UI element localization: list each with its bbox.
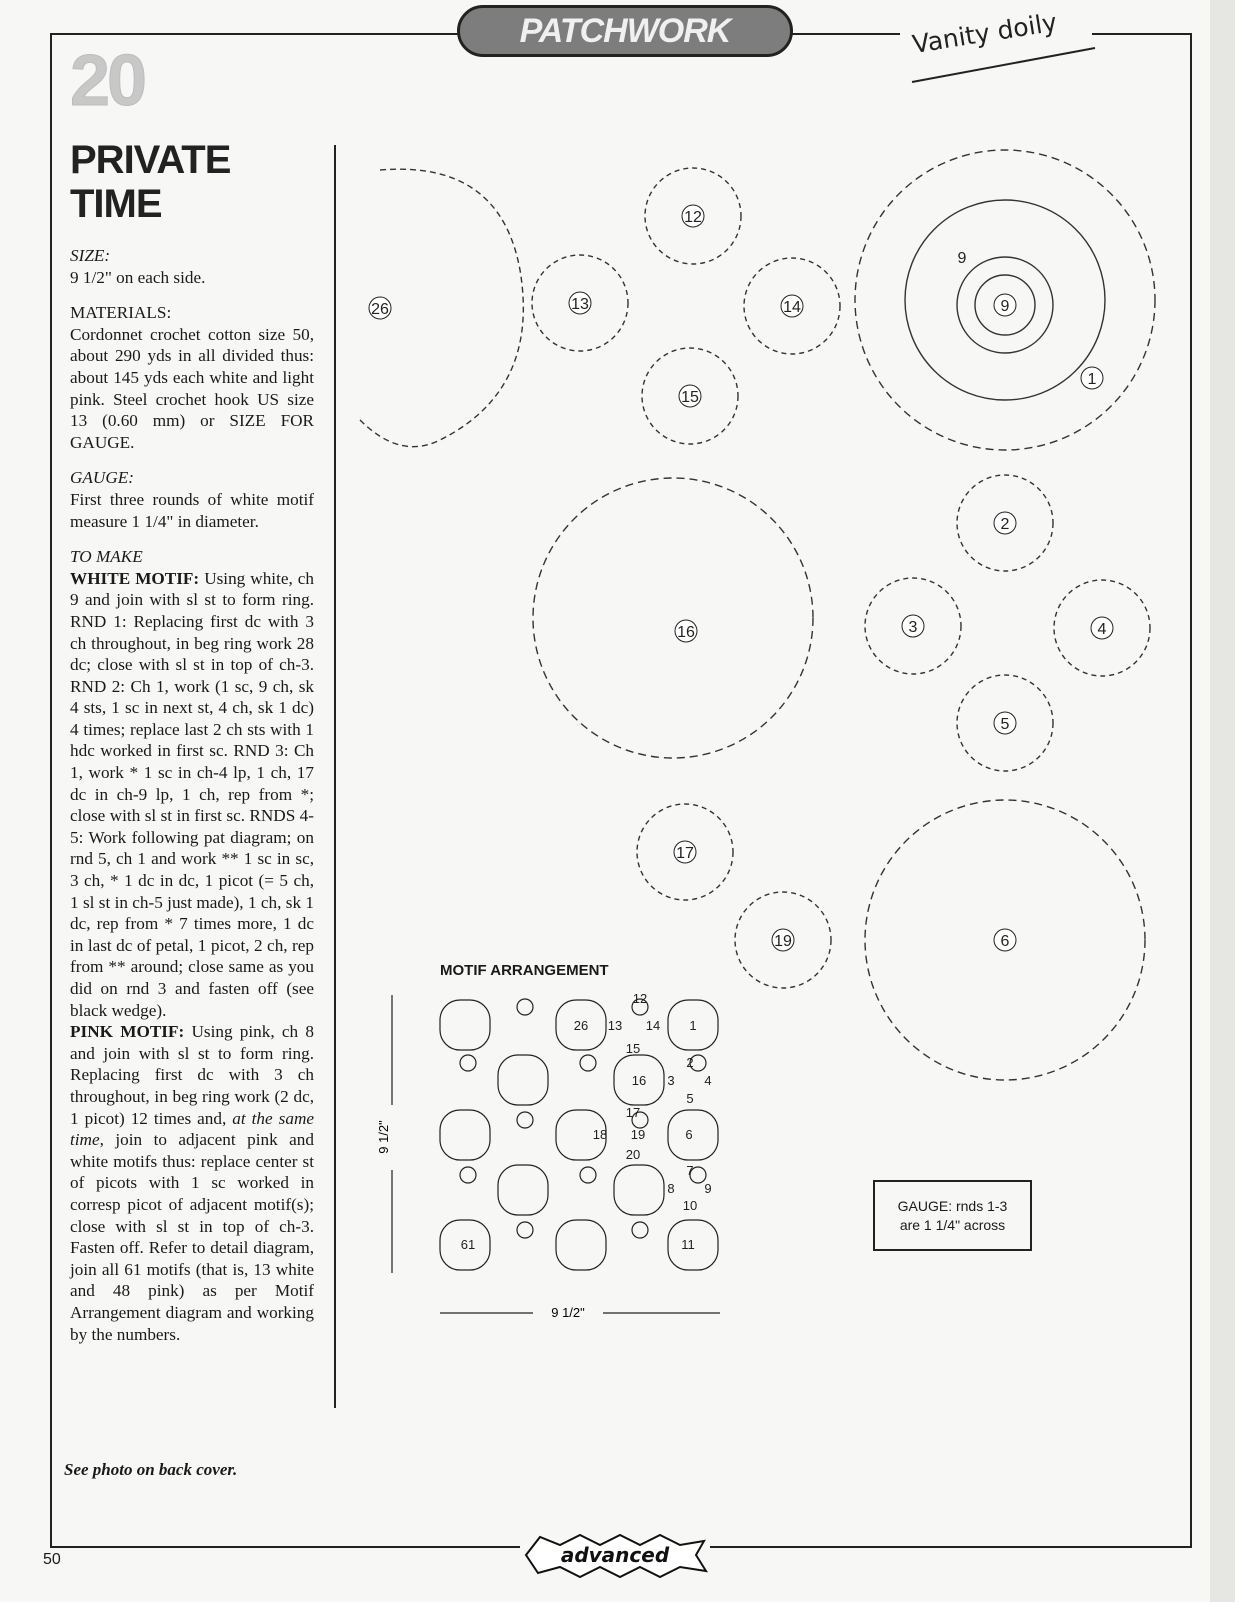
cell-17: 17 <box>625 1105 641 1120</box>
frame-top-left <box>50 33 460 35</box>
label-14 <box>781 295 803 317</box>
frame-bottom-right <box>710 1546 1192 1548</box>
label-1 <box>1081 367 1103 389</box>
label-26 <box>369 297 391 319</box>
label-15 <box>679 385 701 407</box>
gauge-label: GAUGE: <box>70 468 134 488</box>
label-3 <box>902 615 924 637</box>
white-motif-label: WHITE MOTIF: <box>70 568 200 588</box>
svg-text:4: 4 <box>1097 621 1107 638</box>
page-subtitle: Vanity doily <box>910 7 1059 60</box>
pattern-number: 20 <box>70 41 145 121</box>
cell-26: 26 <box>573 1018 589 1033</box>
difficulty-label: advanced <box>560 1543 670 1567</box>
cell-5: 5 <box>686 1091 694 1106</box>
gauge-text: First three rounds of white motif measure 1 1/4" in diameter. <box>70 489 314 531</box>
to-make-label: TO MAKE <box>70 547 143 567</box>
difficulty-badge <box>520 1531 710 1579</box>
svg-text:9: 9 <box>1000 298 1010 315</box>
cell-7: 7 <box>686 1163 694 1178</box>
frame-bottom-left <box>50 1546 520 1548</box>
gauge-note-line2: are 1 1/4" across <box>899 1216 1006 1233</box>
svg-text:26: 26 <box>371 301 389 318</box>
label-12 <box>682 205 704 227</box>
label-9b <box>994 294 1016 316</box>
cell-12: 12 <box>632 991 648 1006</box>
svg-text:6: 6 <box>1000 933 1010 950</box>
cell-11: 11 <box>681 1237 695 1252</box>
cell-15: 15 <box>625 1041 641 1056</box>
cell-18: 18 <box>592 1127 608 1142</box>
cell-6: 6 <box>685 1127 693 1142</box>
frame-top-far-right <box>1092 33 1192 35</box>
cell-8: 8 <box>667 1181 675 1196</box>
svg-text:14: 14 <box>783 299 801 316</box>
materials-label: MATERIALS: <box>70 303 172 323</box>
cell-4: 4 <box>704 1073 712 1088</box>
gauge-note-box <box>873 1180 1032 1251</box>
see-photo-note: See photo on back cover. <box>64 1460 238 1479</box>
cell-3: 3 <box>667 1073 675 1088</box>
column-divider <box>334 145 336 1408</box>
svg-text:19: 19 <box>774 933 792 950</box>
label-17 <box>674 841 696 863</box>
svg-text:16: 16 <box>677 624 695 641</box>
pink-motif-text-1: Using pink, ch 8 and join with sl st to form ring. Replacing first dc with 3 ch throughout, in beg ring work (2 dc, 1 picot) 12 times and, <box>70 1022 314 1128</box>
svg-text:1: 1 <box>1087 371 1097 388</box>
label-16 <box>675 620 697 642</box>
svg-text:12: 12 <box>684 209 702 226</box>
pattern-title <box>70 138 310 226</box>
label-9a <box>958 250 967 267</box>
white-motif-paragraph <box>70 568 314 1021</box>
label-6 <box>994 929 1016 951</box>
cell-1: 1 <box>689 1018 697 1033</box>
pink-motif-italic: at the same time <box>70 1108 314 1150</box>
frame-left <box>50 33 52 1548</box>
instructions-column <box>70 245 314 1345</box>
svg-text:9: 9 <box>957 250 967 267</box>
cell-14: 14 <box>645 1018 661 1033</box>
label-19 <box>772 929 794 951</box>
svg-text:17: 17 <box>676 845 694 862</box>
cell-19: 19 <box>630 1127 646 1142</box>
label-13 <box>569 292 591 314</box>
svg-text:2: 2 <box>1000 516 1010 533</box>
cell-61: 61 <box>460 1237 476 1252</box>
materials-text: Cordonnet crochet cotton size 50, about 290 yds in all divided thus: about 145 yds each white and light pink. Steel crochet hook US size 13 (0.60 mm) or SIZE FOR GAUGE. <box>70 324 314 452</box>
white-motif-text: Using white, ch 9 and join with sl st to form ring. RND 1: Replacing first dc with 3 ch throughout, in beg ring work 28 dc; close with sl st in top of ch-3. RND 2: Ch 1, work (1 sc, 9 ch, sk 4 sts, 1 sc in next st, 4 ch, sk 1 dc) 4 times; replace last 2 ch sts with 1 hdc worked in first sc. RND 3: Ch 1, work * 1 sc in ch-4 lp, 1 ch, 17 dc in ch-9 lp, 1 ch, rep from *; close with sl st in first sc. RNDS 4-5: Work following pat diagram; on rnd 5, ch 1 and work ** 1 sc in sc, 3 ch, * 1 dc in dc, 1 picot (= 5 ch, 1 sl st in ch-5 just made), 1 ch, sk 1 dc, rep from * 7 times more, 1 dc in last dc of petal, 1 picot, 2 ch, rep from ** around; close same as you did on rnd 3 and fasten off (see black wedge). <box>70 568 315 1020</box>
cell-20: 20 <box>625 1147 641 1162</box>
cell-2: 2 <box>686 1055 694 1070</box>
page-edge <box>1210 0 1235 1602</box>
title-line-1: PRIVATE <box>70 138 231 182</box>
cell-16: 16 <box>631 1073 647 1088</box>
svg-text:13: 13 <box>571 296 589 313</box>
label-4 <box>1091 617 1113 639</box>
subtitle-underline <box>910 40 1100 90</box>
title-line-2: TIME <box>70 182 162 226</box>
label-2 <box>994 512 1016 534</box>
svg-text:3: 3 <box>908 619 918 636</box>
gauge-note-line1: GAUGE: rnds 1-3 <box>897 1197 1008 1214</box>
height-label: 9 1/2" <box>376 1120 391 1154</box>
motif-arrangement-diagram <box>376 991 728 1335</box>
cell-10: 10 <box>682 1198 698 1213</box>
cell-9: 9 <box>704 1181 712 1196</box>
label-5 <box>994 712 1016 734</box>
size-text: 9 1/2" on each side. <box>70 267 206 287</box>
size-label: SIZE: <box>70 246 111 265</box>
cell-13: 13 <box>607 1018 623 1033</box>
section-header-pill: PATCHWORK <box>457 5 793 57</box>
svg-text:15: 15 <box>681 389 699 406</box>
motif-16-outline <box>533 478 813 758</box>
pink-motif-label: PINK MOTIF: <box>70 1022 185 1042</box>
width-label: 9 1/2" <box>551 1305 585 1320</box>
svg-text:5: 5 <box>1000 716 1010 733</box>
pink-motif-text-2: , join to adjacent pink and white motifs thus: replace center st of picots with 1 sc worked in corresp picot of adjacent motif(s); close with sl st in top of ch-3. Fasten off. Refer to detail diagram, join all 61 motifs (that is, 13 white and 48 pink) as per Motif Arrangement diagram and working by the numbers. <box>70 1130 314 1344</box>
frame-top-right <box>790 33 900 35</box>
page-number: 50 <box>43 1551 61 1568</box>
motif-arrangement-title: MOTIF ARRANGEMENT <box>440 962 609 979</box>
pink-motif-paragraph <box>70 1021 314 1345</box>
